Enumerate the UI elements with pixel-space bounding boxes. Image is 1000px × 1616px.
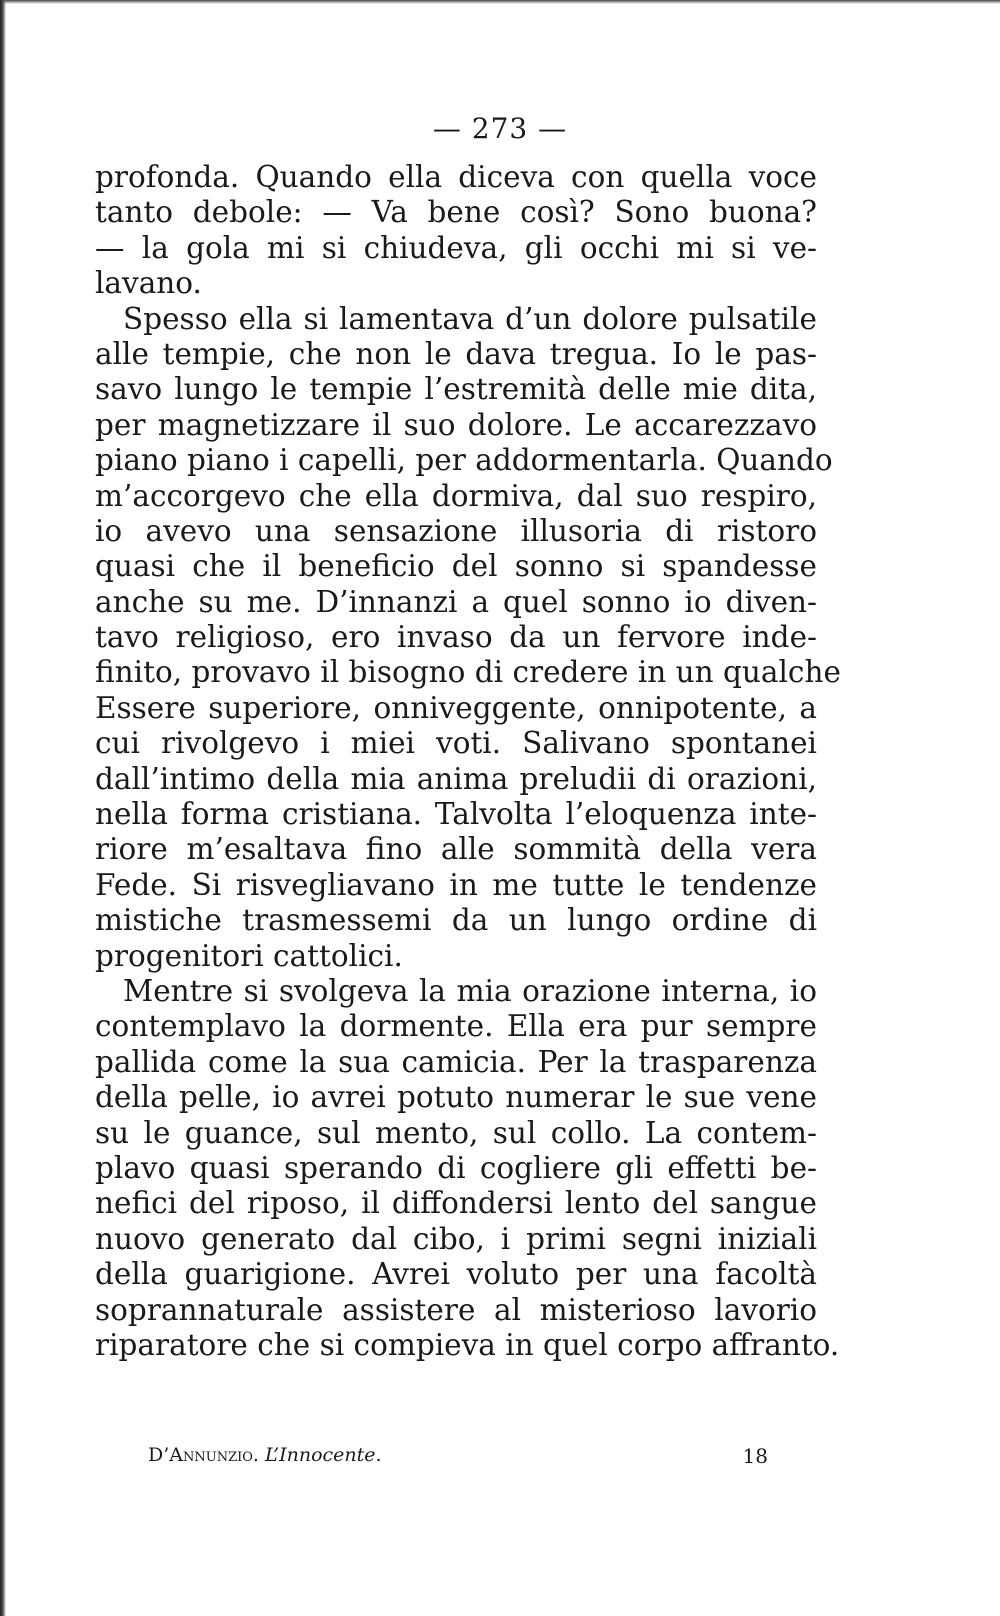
- footer-attribution: [148, 1444, 382, 1468]
- text-line: riore m’esaltava fino alle sommità della vera: [95, 832, 817, 867]
- text-line: per magnetizzare il suo dolore. Le accarezzavo: [95, 407, 817, 442]
- text-line: della pelle, io avrei potuto numerar le sue vene: [95, 1080, 817, 1115]
- text-line: pallida come la sua camicia. Per la trasparenza: [95, 1044, 817, 1079]
- text-line: alle tempie, che non le dava tregua. Io le pas-: [95, 336, 817, 371]
- body-text: [95, 160, 841, 1363]
- text-line: contemplavo la dormente. Ella era pur sempre: [95, 1009, 817, 1044]
- text-line: nella forma cristiana. Talvolta l’eloquenza inte-: [95, 797, 817, 832]
- page-number: — 273 —: [432, 112, 568, 145]
- page-top-edge: [0, 0, 1000, 4]
- text-line: finito, provavo il bisogno di credere in un qualche: [95, 655, 841, 690]
- text-line: cui rivolgevo i miei voti. Salivano spontanei: [95, 726, 817, 761]
- footer-title: L’Innocente.: [265, 1444, 382, 1466]
- text-line: tavo religioso, ero invaso da un fervore inde-: [95, 620, 817, 655]
- footer-author: D’Annunzio.: [148, 1444, 259, 1466]
- text-line: tanto debole: — Va bene così? Sono buona?: [95, 195, 817, 230]
- text-line: su le guance, sul mento, sul collo. La contem-: [95, 1115, 817, 1150]
- text-line: mistiche trasmessemi da un lungo ordine di: [95, 903, 817, 938]
- text-line: Essere superiore, onniveggente, onnipotente, a: [95, 690, 817, 725]
- text-line: m’accorgevo che ella dormiva, dal suo respiro,: [95, 478, 817, 513]
- text-line: quasi che il beneficio del sonno si spandesse: [95, 549, 817, 584]
- signature-mark: 18: [742, 1444, 768, 1468]
- text-line: — la gola mi si chiudeva, gli occhi mi si ve-: [95, 230, 817, 265]
- text-line: savo lungo le tempie l’estremità delle mie dita,: [95, 372, 817, 407]
- text-line: plavo quasi sperando di cogliere gli effetti be-: [95, 1150, 817, 1185]
- text-line: Spesso ella si lamentava d’un dolore pulsatile: [123, 301, 817, 336]
- text-line: anche su me. D’innanzi a quel sonno io diven-: [95, 584, 817, 619]
- text-line: nuovo generato dal cibo, i primi segni iniziali: [95, 1221, 817, 1256]
- text-line: profonda. Quando ella diceva con quella voce: [95, 160, 817, 194]
- page-footer: [148, 1444, 768, 1468]
- text-line: progenitori cattolici.: [95, 938, 403, 973]
- text-line: piano piano i capelli, per addormentarla. Quando: [95, 443, 833, 478]
- text-line: nefici del riposo, il diffondersi lento del sangue: [95, 1186, 817, 1221]
- text-line: della guarigione. Avrei voluto per una facoltà: [95, 1257, 817, 1292]
- page-binding-edge: [0, 0, 6, 1616]
- text-line: lavano.: [95, 266, 202, 301]
- text-line: Fede. Si risvegliavano in me tutte le tendenze: [95, 867, 817, 902]
- text-line: soprannaturale assistere al misterioso lavorio: [95, 1292, 817, 1327]
- text-line: dall’intimo della mia anima preludii di orazioni,: [95, 761, 817, 796]
- text-line: riparatore che si compieva in quel corpo affranto.: [95, 1327, 840, 1362]
- text-line: Mentre si svolgeva la mia orazione interna, io: [123, 973, 817, 1008]
- text-line: io avevo una sensazione illusoria di ristoro: [95, 513, 817, 548]
